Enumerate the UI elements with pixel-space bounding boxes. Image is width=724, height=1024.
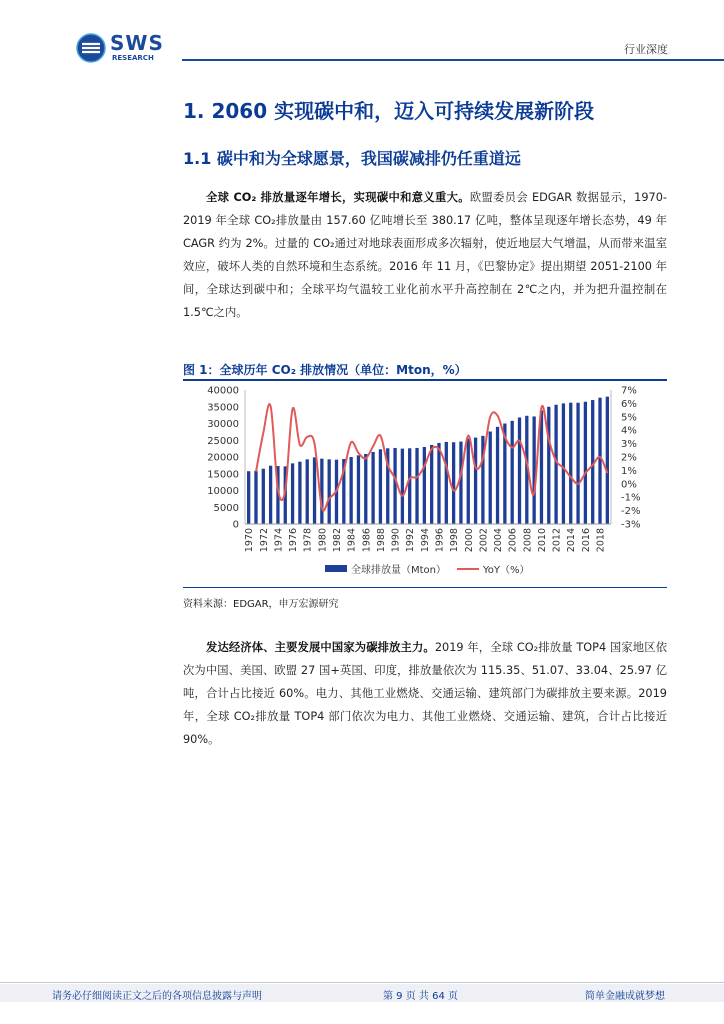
- bar-2007: [518, 417, 521, 524]
- y-tick-label: 0: [232, 519, 239, 531]
- logo-subtext: RESEARCH: [112, 54, 154, 62]
- page-number: 第 9 页 共 64 页: [383, 991, 458, 1002]
- bar-1995: [430, 445, 433, 524]
- x-tick-label: 1984: [346, 528, 358, 553]
- sws-logo-icon: [76, 33, 106, 63]
- x-tick-label: 2018: [595, 528, 607, 553]
- figure-source: 资料来源：EDGAR，申万宏源研究: [183, 599, 339, 610]
- bar-1971: [254, 471, 257, 524]
- bar-1977: [298, 462, 301, 524]
- paragraph-2-lead: 发达经济体、主要发展中国家为碳排放主力。: [206, 641, 435, 654]
- footer-disclaimer: 请务必仔细阅读正文之后的各项信息披露与声明: [52, 991, 262, 1002]
- x-tick-label: 1998: [449, 528, 461, 553]
- x-tick-label: 1988: [375, 528, 387, 553]
- paragraph-1-lead: 全球 CO₂ 排放量逐年增长，实现碳中和意义重大。: [206, 191, 470, 204]
- logo-text: SWS: [110, 31, 164, 55]
- bar-1990: [393, 448, 396, 524]
- x-tick-label: 1980: [317, 528, 329, 553]
- bar-1981: [328, 459, 331, 524]
- bar-2001: [474, 438, 477, 524]
- subsection-title: 1.1 碳中和为全球愿景，我国碳减排仍任重道远: [183, 149, 521, 168]
- bar-1984: [349, 457, 352, 524]
- x-tick-label: 1974: [273, 528, 285, 553]
- x-tick-label: 2006: [507, 528, 519, 553]
- x-tick-label: 1982: [332, 528, 343, 553]
- footer-slogan: 简单金融成就梦想: [585, 991, 665, 1002]
- bar-1976: [291, 463, 294, 524]
- bar-2018: [598, 398, 601, 524]
- bar-2012: [554, 405, 557, 524]
- paragraph-1: [183, 186, 667, 324]
- y2-tick-label: 6%: [621, 398, 637, 410]
- bar-1992: [408, 448, 411, 524]
- y2-tick-label: 0%: [621, 479, 637, 491]
- y2-tick-label: 4%: [621, 425, 637, 437]
- x-tick-label: 1970: [244, 528, 256, 553]
- section-title: 1. 2060 实现碳中和，迈入可持续发展新阶段: [183, 99, 595, 123]
- bar-1978: [306, 459, 309, 524]
- x-tick-label: 1972: [258, 528, 270, 553]
- bar-2011: [547, 407, 550, 524]
- co2-emissions-chart: [183, 383, 667, 583]
- bar-2016: [584, 402, 587, 524]
- bar-1985: [357, 455, 360, 524]
- bar-1972: [262, 469, 265, 524]
- y-tick-label: 25000: [207, 435, 239, 447]
- y2-tick-label: 5%: [621, 412, 637, 424]
- x-tick-label: 1986: [361, 528, 373, 553]
- bar-2014: [569, 403, 572, 524]
- bar-2009: [532, 416, 535, 524]
- x-tick-label: 1976: [288, 528, 300, 553]
- y2-tick-label: -2%: [621, 506, 641, 518]
- paragraph-2: [183, 636, 667, 751]
- footer-divider: [0, 982, 724, 983]
- y2-tick-label: 2%: [621, 452, 637, 464]
- legend-bar-swatch: [325, 565, 347, 572]
- x-tick-label: 2004: [493, 528, 505, 553]
- x-tick-label: 2016: [580, 528, 592, 553]
- x-tick-label: 1996: [434, 528, 446, 553]
- y-tick-label: 35000: [207, 402, 239, 414]
- paragraph-2-body: 2019 年，全球 CO₂排放量 TOP4 国家地区依次为中国、美国、欧盟 27 国+英国、印度，排放量依次为 115.35、51.07、33.04、25.97 亿吨，合计占比接近 60%。电力、其他工业燃烧、交通运输、建筑部门为碳排放主要来源。2019 年，全球 CO₂排放量 TOP4 部门依次为电力、其他工业燃烧、交通运输、建筑，合计占比接近 90%。: [183, 641, 667, 746]
- bar-1970: [247, 471, 250, 524]
- bar-2019: [606, 397, 609, 524]
- x-tick-label: 2000: [463, 528, 475, 553]
- y-tick-label: 20000: [207, 452, 239, 464]
- bar-1980: [320, 459, 323, 524]
- y-tick-label: 5000: [213, 502, 239, 514]
- x-tick-label: 2008: [522, 528, 534, 553]
- bar-1988: [379, 449, 382, 524]
- y-tick-label: 30000: [207, 419, 239, 430]
- bar-2003: [489, 432, 492, 524]
- bar-1996: [437, 443, 440, 524]
- legend-bar-label: 全球排放量（Mton）: [351, 565, 447, 576]
- x-tick-label: 1990: [390, 528, 402, 553]
- y2-tick-label: 3%: [621, 439, 637, 451]
- bar-1987: [371, 452, 374, 524]
- y2-tick-label: -1%: [621, 492, 641, 504]
- figure-title: 图 1：全球历年 CO₂ 排放情况（单位：Mton，%）: [183, 363, 467, 377]
- bar-1991: [401, 449, 404, 524]
- bar-1998: [452, 442, 455, 524]
- bar-1993: [415, 448, 418, 524]
- report-type-tag: 行业深度: [624, 43, 668, 56]
- y2-tick-label: 1%: [621, 465, 637, 477]
- paragraph-1-body: 欧盟委员会 EDGAR 数据显示，1970-2019 年全球 CO₂排放量由 157.60 亿吨增长至 380.17 亿吨，整体呈现逐年增长态势，49 年 CAGR 约为 2%。过量的 CO₂通过对地球表面形成多次辐射，使近地层大气增温，从而带来温室效应，破坏人类的自然环境和生态系统。2016 年 11 月，《巴黎协定》提出期望 2051-2100 年间，全球达到碳中和；全球平均气温较工业化前水平升高控制在 2℃之内，并为把升温控制在 1.5℃之内。: [183, 191, 667, 319]
- x-tick-label: 1994: [419, 528, 431, 553]
- y2-tick-label: 7%: [621, 385, 637, 397]
- bar-1973: [269, 466, 272, 524]
- bar-2015: [576, 403, 579, 524]
- header-divider: [182, 59, 724, 61]
- bar-2006: [511, 421, 514, 524]
- bar-1979: [313, 457, 316, 524]
- x-tick-label: 2002: [478, 528, 490, 553]
- x-tick-label: 1992: [405, 528, 417, 553]
- figure-bottom-rule: [183, 587, 667, 588]
- y-tick-label: 40000: [207, 385, 239, 397]
- x-tick-label: 2010: [536, 528, 548, 553]
- y2-tick-label: -3%: [621, 519, 641, 531]
- bar-1986: [364, 454, 367, 524]
- y-tick-label: 10000: [207, 486, 239, 497]
- bar-2004: [496, 427, 499, 524]
- figure-top-rule: [183, 379, 667, 381]
- bar-1997: [445, 442, 448, 524]
- x-tick-label: 2012: [551, 528, 563, 553]
- legend-line-label: YoY（%）: [483, 565, 530, 576]
- bar-2000: [467, 439, 470, 524]
- bar-1999: [459, 442, 462, 524]
- bar-2013: [562, 403, 565, 524]
- y-tick-label: 15000: [207, 469, 239, 481]
- x-tick-label: 2014: [566, 528, 578, 553]
- bar-1994: [423, 447, 426, 524]
- x-tick-label: 1978: [302, 528, 314, 553]
